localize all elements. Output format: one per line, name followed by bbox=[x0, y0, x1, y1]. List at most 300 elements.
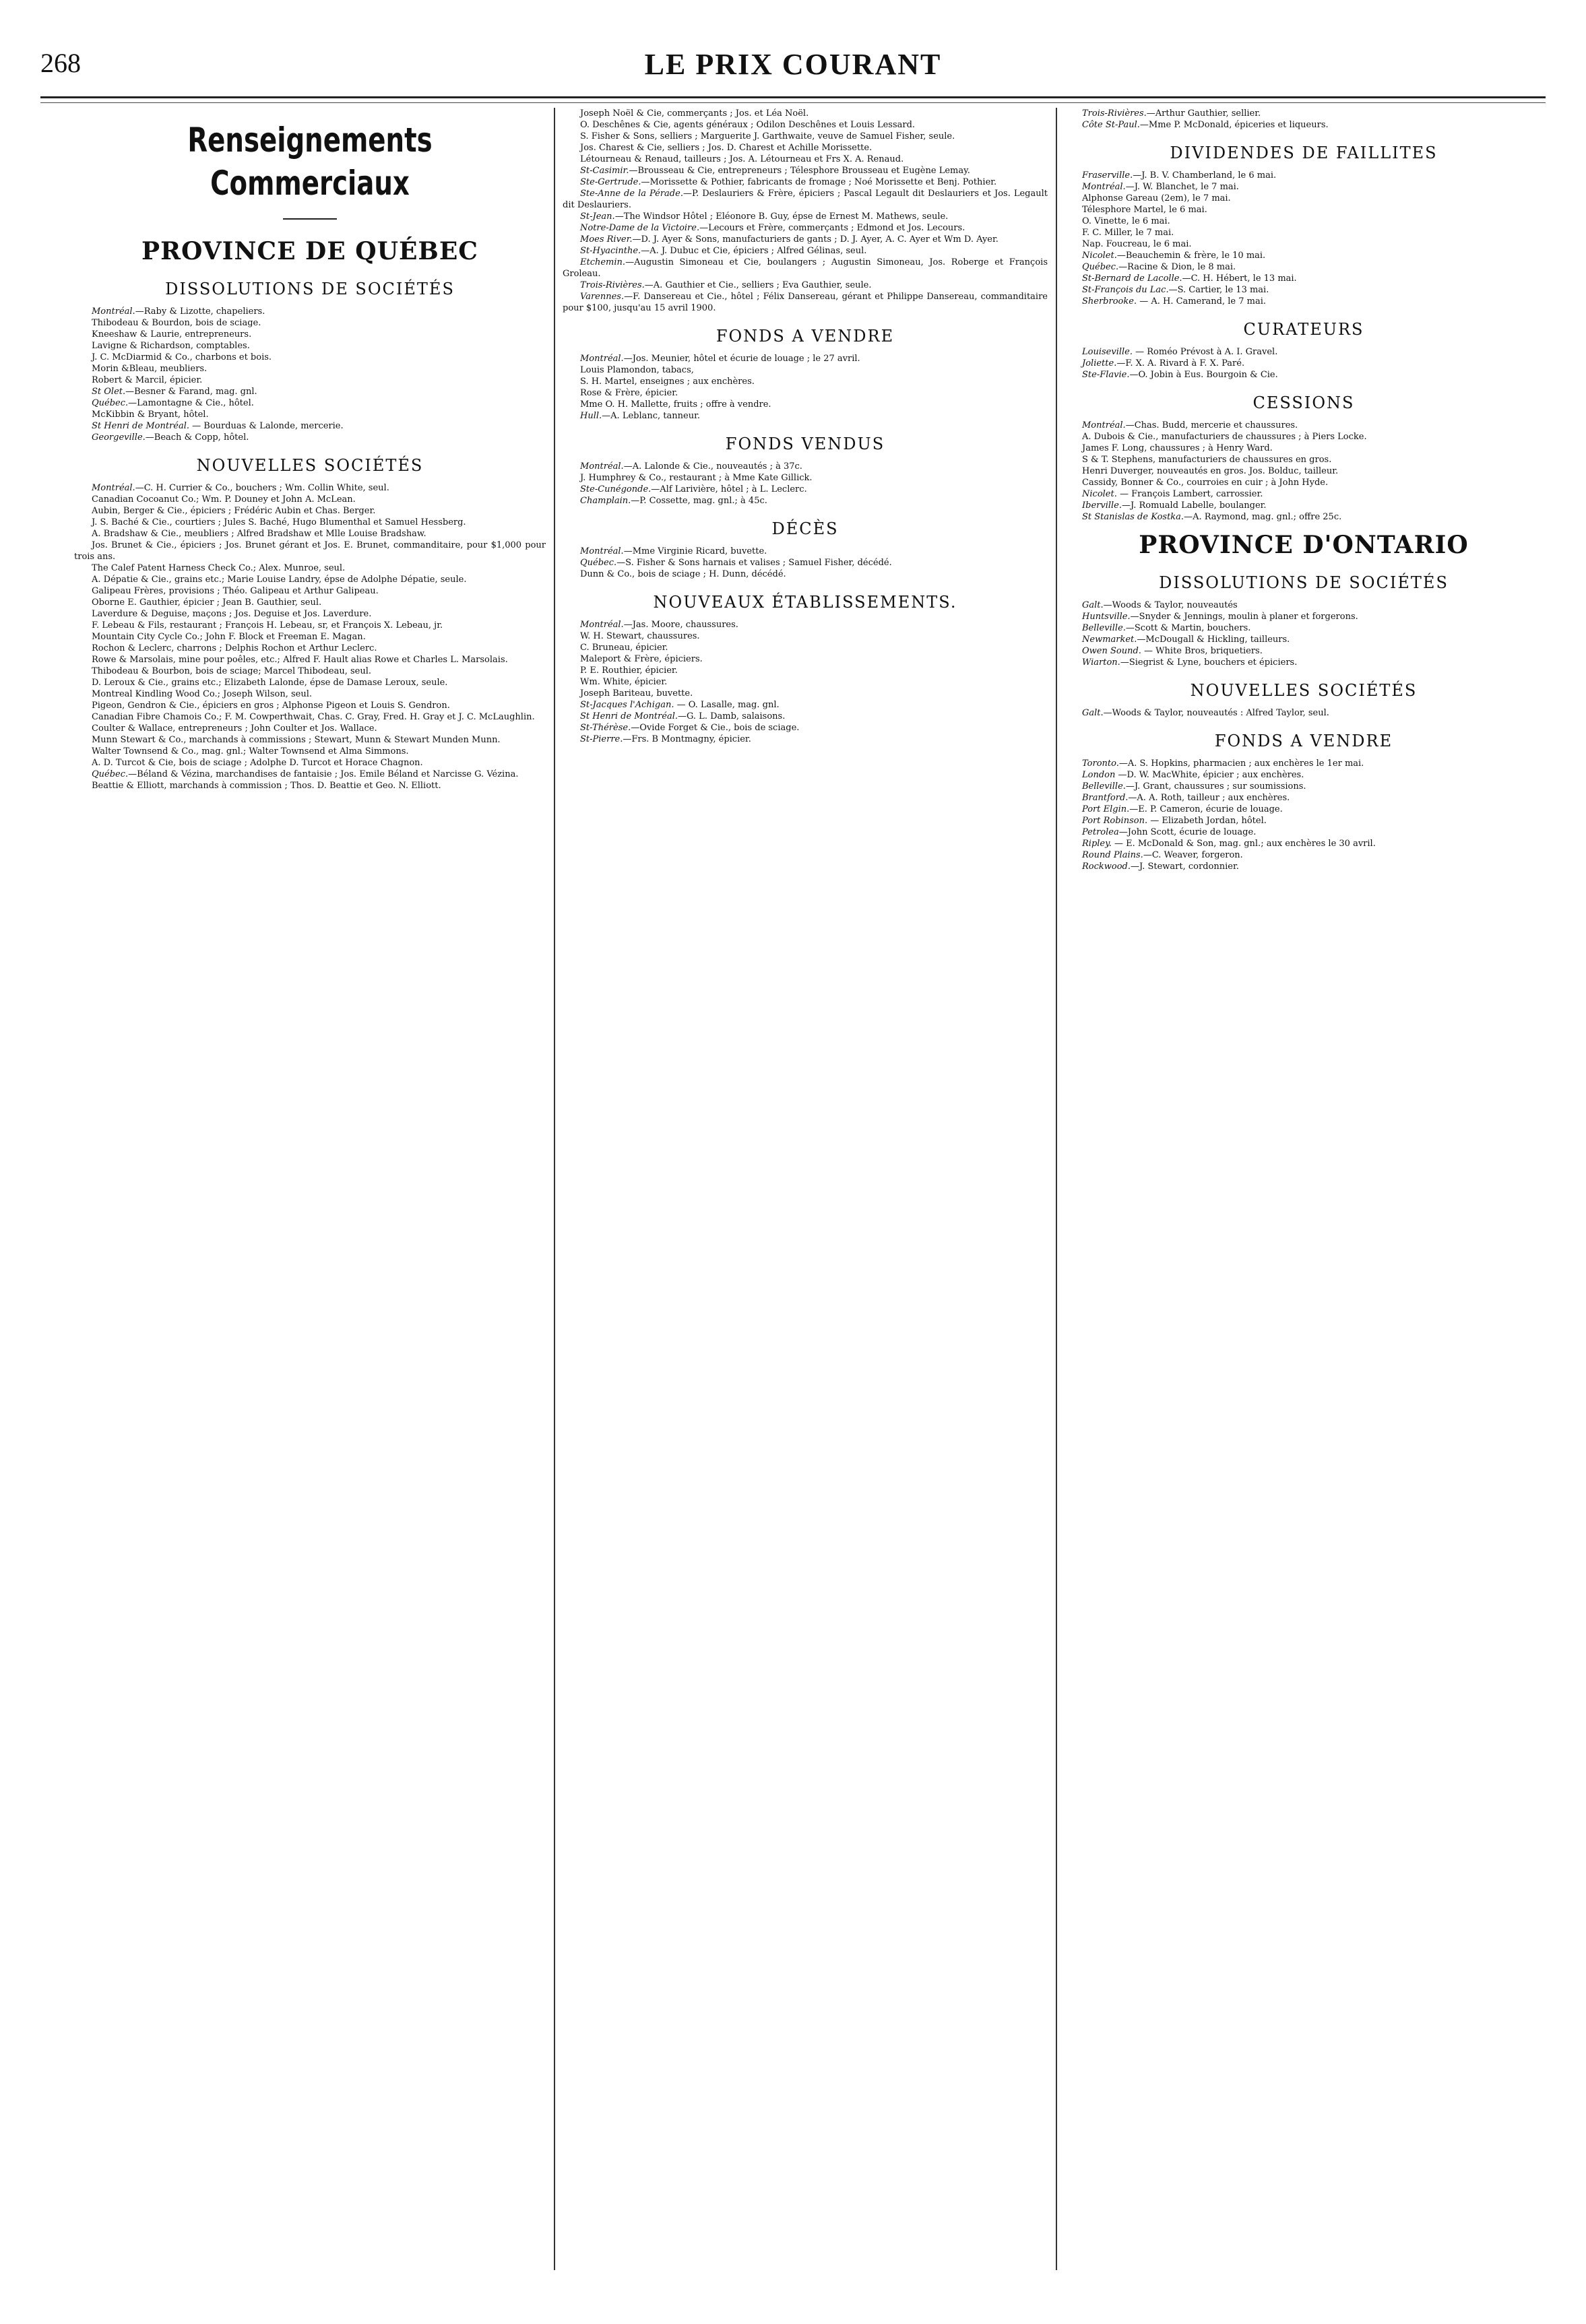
entry-text: O. Deschênes & Cie, agents généraux ; Odilon Deschênes et Louis Lessard. bbox=[580, 120, 916, 130]
entry-text: Morin &Bleau, meubliers. bbox=[92, 364, 208, 374]
entry-text: Galipeau Frères, provisions ; Théo. Galipeau et Arthur Galipeau. bbox=[92, 586, 379, 596]
entry-text: Nap. Foucreau, le 6 mai. bbox=[1082, 239, 1192, 249]
notice-entry bbox=[74, 528, 546, 540]
entry-text: —J. Stewart, cordonnier. bbox=[1131, 862, 1239, 872]
section-heading: DIVIDENDES DE FAILLITES bbox=[1170, 143, 1438, 162]
place-name: Toronto. bbox=[1082, 758, 1119, 769]
notice-entry bbox=[563, 399, 1048, 410]
notice-entry bbox=[74, 505, 546, 517]
notice-entry bbox=[74, 608, 546, 620]
entry-text: —Lecours et Frère, commerçants ; Edmond et Jos. Lecours. bbox=[699, 223, 965, 233]
place-name: Port Elgin. bbox=[1082, 804, 1130, 814]
notice-entry bbox=[74, 723, 546, 734]
entry-text: —C. H. Hébert, le 13 mai. bbox=[1182, 273, 1297, 284]
notice-entry bbox=[1065, 657, 1543, 668]
entry-text: Thibodeau & Bourdon, bois de sciage. bbox=[92, 318, 261, 328]
place-name: Québec. bbox=[580, 558, 617, 568]
province-heading: PROVINCE D'ONTARIO bbox=[1139, 531, 1469, 559]
place-name: Montréal. bbox=[580, 620, 624, 630]
place-name: Montréal. bbox=[580, 354, 624, 364]
section-heading: NOUVELLES SOCIÉTÉS bbox=[196, 456, 424, 475]
entry-text: Alphonse Gareau (2em), le 7 mai. bbox=[1082, 193, 1231, 203]
entry-text: —A. Gauthier et Cie., selliers ; Eva Gauthier, seule. bbox=[644, 280, 872, 290]
notice-entry bbox=[74, 329, 546, 340]
notice-entry bbox=[74, 306, 546, 317]
entry-text: —Jas. Moore, chaussures. bbox=[623, 620, 738, 630]
place-name: Trois-Rivières. bbox=[1082, 108, 1147, 119]
entry-text: Oborne E. Gauthier, épicier ; Jean B. Gauthier, seul. bbox=[92, 598, 322, 608]
entry-text: —A. Leblanc, tanneur. bbox=[602, 411, 701, 421]
notice-entry bbox=[1065, 849, 1543, 861]
entry-text: Joseph Noël & Cie, commerçants ; Jos. et Léa Noël. bbox=[580, 108, 809, 119]
entry-text: —P. Deslauriers & Frère, épiciers ; Pascal Legault dit Deslauriers et Jos. Legault dit Deslauriers. bbox=[563, 189, 1048, 210]
entry-text: —A. A. Roth, tailleur ; aux enchères. bbox=[1128, 793, 1290, 803]
header-rule bbox=[40, 96, 1546, 98]
entry-text: Mountain City Cycle Co.; John F. Block et Freeman E. Magan. bbox=[92, 632, 366, 642]
entry-text: S & T. Stephens, manufacturiers de chaussures en gros. bbox=[1082, 455, 1332, 465]
notice-entry bbox=[74, 574, 546, 585]
entry-text: —Alf Larivière, hôtel ; à L. Leclerc. bbox=[651, 484, 807, 494]
place-name: Round Plains. bbox=[1082, 850, 1143, 860]
notice-entry bbox=[563, 495, 1048, 507]
entry-text: Canadian Fibre Chamois Co.; F. M. Cowperthwait, Chas. C. Gray, Fred. H. Gray et J. C. McLaughlin. bbox=[92, 712, 535, 722]
notice-entry bbox=[1065, 119, 1543, 131]
place-name: Galt. bbox=[1082, 708, 1104, 718]
entry-text: — Bourduas & Lalonde, mercerie. bbox=[189, 421, 344, 431]
notice-entry bbox=[1065, 488, 1543, 500]
notice-entry bbox=[74, 780, 546, 792]
entry-text: —Ovide Forget & Cie., bois de sciage. bbox=[631, 723, 800, 733]
place-name: Belleville. bbox=[1082, 781, 1126, 792]
notice-entry bbox=[563, 245, 1048, 257]
notice-entry bbox=[74, 597, 546, 608]
place-name: Montréal. bbox=[580, 546, 624, 556]
notice-entry bbox=[563, 176, 1048, 188]
notice-entry bbox=[563, 364, 1048, 376]
place-name: Port Robinson. bbox=[1082, 816, 1148, 826]
notice-entry bbox=[1065, 707, 1543, 719]
notice-entry bbox=[563, 665, 1048, 676]
place-name: St-Bernard de Lacolle. bbox=[1082, 273, 1182, 284]
place-name: St-Jacques l'Achigan. bbox=[580, 700, 674, 710]
entry-text: McKibbin & Bryant, hôtel. bbox=[92, 410, 209, 420]
notice-entry bbox=[563, 211, 1048, 222]
notice-entry bbox=[563, 472, 1048, 484]
notice-entry bbox=[74, 769, 546, 780]
notice-entry bbox=[1065, 827, 1543, 838]
notice-entry bbox=[74, 363, 546, 375]
entry-text: Pigeon, Gendron & Cie., épiciers en gros ; Alphonse Pigeon et Louis S. Gendron. bbox=[92, 701, 450, 711]
section-heading: FONDS A VENDRE bbox=[716, 327, 895, 346]
column-divider bbox=[1056, 108, 1057, 2270]
entry-text: Télesphore Martel, le 6 mai. bbox=[1082, 205, 1207, 215]
notice-entry bbox=[74, 386, 546, 397]
entry-text: —J. Grant, chaussures ; sur soumissions. bbox=[1125, 781, 1306, 792]
notice-entry bbox=[74, 700, 546, 711]
entry-text: Robert & Marcil, épicier. bbox=[92, 375, 203, 385]
entry-text: Cassidy, Bonner & Co., courroies en cuir ; à John Hyde. bbox=[1082, 478, 1329, 488]
section-heading: NOUVEAUX ÉTABLISSEMENTS. bbox=[653, 593, 957, 612]
entry-text: —A. Raymond, mag. gnl.; offre 25c. bbox=[1184, 512, 1342, 522]
place-name: Montréal. bbox=[92, 306, 135, 317]
entry-text: —Raby & Lizotte, chapeliers. bbox=[135, 306, 265, 317]
title-rule bbox=[283, 218, 337, 220]
entry-text: Jos. Brunet & Cie., épiciers ; Jos. Brunet gérant et Jos. E. Brunet, commanditaire, pour $1,000 pour trois ans. bbox=[74, 540, 546, 562]
notice-entry bbox=[563, 119, 1048, 131]
place-name: Belleville. bbox=[1082, 623, 1126, 633]
place-name: Petrolea bbox=[1082, 827, 1119, 837]
entry-text: —Racine & Dion, le 8 mai. bbox=[1118, 262, 1236, 272]
place-name: London bbox=[1082, 770, 1116, 780]
entry-text: Henri Duverger, nouveautés en gros. Jos. Bolduc, tailleur. bbox=[1082, 466, 1339, 476]
notice-entry bbox=[1065, 346, 1543, 358]
notice-entry bbox=[74, 677, 546, 688]
page-header bbox=[40, 40, 1546, 94]
entry-text: Munn Stewart & Co., marchands à commissions ; Stewart, Munn & Stewart Munden Munn. bbox=[92, 735, 501, 745]
entry-text: —Jos. Meunier, hôtel et écurie de louage ; le 27 avril. bbox=[623, 354, 860, 364]
entry-text: Maleport & Frère, épiciers. bbox=[580, 654, 703, 664]
entry-text: Laverdure & Deguise, maçons ; Jos. Deguise et Jos. Laverdure. bbox=[92, 609, 372, 619]
place-name: Moes River. bbox=[580, 234, 633, 245]
notice-entry bbox=[563, 234, 1048, 245]
notice-entry bbox=[1065, 238, 1543, 250]
notice-entry bbox=[563, 699, 1048, 711]
notice-entry bbox=[1065, 861, 1543, 872]
entry-text: D. Leroux & Cie., grains etc.; Elizabeth Lalonde, épse de Damase Leroux, seule. bbox=[92, 678, 448, 688]
entry-text: —G. L. Damb, salaisons. bbox=[678, 711, 786, 721]
notice-entry bbox=[74, 734, 546, 746]
section-heading: CURATEURS bbox=[1243, 320, 1364, 339]
notice-entry bbox=[74, 340, 546, 352]
section-heading: FONDS A VENDRE bbox=[1214, 732, 1393, 750]
notice-entry bbox=[1065, 781, 1543, 792]
entry-text: —J. Romuald Labelle, boulanger. bbox=[1122, 501, 1267, 511]
notice-entry bbox=[74, 409, 546, 420]
notice-entry bbox=[563, 280, 1048, 291]
entry-text: —The Windsor Hôtel ; Eléonore B. Guy, épse de Ernest M. Mathews, seule. bbox=[614, 212, 949, 222]
place-name: Wiarton. bbox=[1082, 657, 1120, 668]
place-name: Hull. bbox=[580, 411, 602, 421]
entry-text: W. H. Stewart, chaussures. bbox=[580, 631, 700, 641]
entry-text: Louis Plamondon, tabacs, bbox=[580, 365, 694, 375]
entry-text: —D. J. Ayer & Sons, manufacturiers de gants ; D. J. Ayer, A. C. Ayer et Wm D. Ayer. bbox=[632, 234, 998, 245]
notice-entry bbox=[1065, 600, 1543, 611]
place-name: St Henri de Montréal. bbox=[580, 711, 678, 721]
entry-text: — Roméo Prévost à A. I. Gravel. bbox=[1133, 347, 1278, 357]
entry-text: Lavigne & Richardson, comptables. bbox=[92, 341, 250, 351]
entry-text: James F. Long, chaussures ; à Henry Ward. bbox=[1082, 443, 1273, 453]
place-name: St-Casimir. bbox=[580, 166, 629, 176]
notice-entry bbox=[563, 569, 1048, 580]
notice-entry bbox=[74, 746, 546, 757]
entry-text: —Frs. B Montmagny, épicier. bbox=[623, 734, 751, 744]
entry-text: Beattie & Elliott, marchands à commission ; Thos. D. Beattie et Geo. N. Elliott. bbox=[92, 781, 441, 791]
journal-title: LE PRIX COURANT bbox=[644, 48, 942, 81]
place-name: Ste-Gertrude. bbox=[580, 177, 641, 187]
section-heading: DISSOLUTIONS DE SOCIÉTÉS bbox=[165, 280, 455, 298]
notice-entry bbox=[1065, 358, 1543, 369]
notice-entry bbox=[74, 540, 546, 562]
notice-entry bbox=[1065, 511, 1543, 523]
notice-entry bbox=[1065, 108, 1543, 119]
entry-text: —J. B. V. Chamberland, le 6 mai. bbox=[1133, 170, 1277, 181]
entry-text: —Beauchemin & frère, le 10 mai. bbox=[1116, 251, 1266, 261]
notice-entry bbox=[563, 188, 1048, 211]
notice-entry bbox=[563, 291, 1048, 314]
place-name: Iberville. bbox=[1082, 501, 1122, 511]
entry-text: —Mme P. McDonald, épiceries et liqueurs. bbox=[1139, 120, 1329, 130]
place-name: Québec. bbox=[1082, 262, 1119, 272]
notice-entry bbox=[563, 154, 1048, 165]
entry-text: —Woods & Taylor, nouveautés : Alfred Taylor, seul. bbox=[1103, 708, 1329, 718]
notice-entry bbox=[563, 619, 1048, 631]
notice-entry bbox=[563, 257, 1048, 280]
notice-entry bbox=[563, 387, 1048, 399]
notice-entry bbox=[1065, 769, 1543, 781]
notice-entry bbox=[74, 562, 546, 574]
notice-entry bbox=[74, 375, 546, 386]
notice-entry bbox=[74, 643, 546, 654]
entry-text: —A. J. Dubuc et Cie, épiciers ; Alfred Gélinas, seul. bbox=[641, 246, 867, 256]
section-heading: DISSOLUTIONS DE SOCIÉTÉS bbox=[1159, 573, 1449, 592]
entry-text: —Besner & Farand, mag. gnl. bbox=[125, 387, 257, 397]
entry-text: —A. S. Hopkins, pharmacien ; aux enchères le 1er mai. bbox=[1118, 758, 1364, 769]
entry-text: J. S. Baché & Cie., courtiers ; Jules S. Baché, Hugo Blumenthal et Samuel Hessberg. bbox=[92, 517, 466, 527]
entry-text: —S. Cartier, le 13 mai. bbox=[1168, 285, 1269, 295]
place-name: St-François du Lac. bbox=[1082, 285, 1169, 295]
entry-text: Wm. White, épicier. bbox=[580, 677, 668, 687]
entry-text: —Arthur Gauthier, sellier. bbox=[1146, 108, 1261, 119]
notice-entry bbox=[1065, 193, 1543, 204]
entry-text: J. Humphrey & Co., restaurant ; à Mme Kate Gillick. bbox=[580, 473, 813, 483]
entry-text: —John Scott, écurie de louage. bbox=[1118, 827, 1257, 837]
notice-entry bbox=[1065, 250, 1543, 261]
notice-entry bbox=[74, 757, 546, 769]
notice-entry bbox=[1065, 634, 1543, 645]
entry-text: — O. Lasalle, mag. gnl. bbox=[674, 700, 780, 710]
place-name: Montréal. bbox=[1082, 182, 1126, 192]
place-name: Brantford. bbox=[1082, 793, 1129, 803]
place-name: Montréal. bbox=[580, 461, 624, 472]
place-name: Côte St-Paul. bbox=[1082, 120, 1140, 130]
entry-text: —F. Dansereau et Cie., hôtel ; Félix Dansereau, gérant et Philippe Dansereau, commanditaire pour $100, jusqu'au 15 avril 1900. bbox=[563, 292, 1048, 313]
entry-text: —Snyder & Jennings, moulin à planer et forgerons. bbox=[1130, 612, 1358, 622]
entry-text: — E. McDonald & Son, mag. gnl.; aux enchères le 30 avril. bbox=[1111, 839, 1376, 849]
entry-text: Joseph Bariteau, buvette. bbox=[580, 688, 693, 699]
entry-text: Walter Townsend & Co., mag. gnl.; Walter Townsend et Alma Simmons. bbox=[92, 746, 409, 756]
entry-text: —D. W. MacWhite, épicier ; aux enchères. bbox=[1115, 770, 1304, 780]
place-name: Ste-Anne de la Pérade. bbox=[580, 189, 683, 199]
notice-entry bbox=[1065, 420, 1543, 431]
notice-entry bbox=[74, 432, 546, 443]
notice-entry bbox=[1065, 204, 1543, 216]
notice-entry bbox=[74, 666, 546, 677]
notice-entry bbox=[563, 376, 1048, 387]
entry-text: Kneeshaw & Laurie, entrepreneurs. bbox=[92, 329, 252, 340]
entry-text: —C. Weaver, forgeron. bbox=[1143, 850, 1243, 860]
column-1 bbox=[74, 108, 546, 2290]
notice-entry bbox=[74, 585, 546, 597]
section-heading: NOUVELLES SOCIÉTÉS bbox=[1190, 681, 1418, 700]
section-heading: FONDS VENDUS bbox=[725, 434, 885, 453]
place-name: St-Pierre. bbox=[580, 734, 623, 744]
place-name: Champlain. bbox=[580, 496, 631, 506]
entry-text: Rochon & Leclerc, charrons ; Delphis Rochon et Arthur Leclerc. bbox=[92, 643, 377, 653]
notice-entry bbox=[563, 642, 1048, 653]
notice-entry bbox=[1065, 792, 1543, 804]
notice-entry bbox=[1065, 273, 1543, 284]
notice-entry bbox=[563, 131, 1048, 142]
place-name: St Olet. bbox=[92, 387, 126, 397]
notice-entry bbox=[563, 484, 1048, 495]
entry-text: —E. P. Cameron, écurie de louage. bbox=[1129, 804, 1283, 814]
entry-text: Coulter & Wallace, entrepreneurs ; John Coulter et Jos. Wallace. bbox=[92, 723, 377, 734]
entry-text: — A. H. Camerand, le 7 mai. bbox=[1137, 296, 1267, 306]
entry-text: —Lamontagne & Cie., hôtel. bbox=[128, 398, 254, 408]
entry-text: A. Dépatie & Cie., grains etc.; Marie Louise Landry, épse de Adolphe Dépatie, seule. bbox=[92, 575, 467, 585]
entry-text: F. Lebeau & Fils, restaurant ; François H. Lebeau, sr, et François X. Lebeau, jr. bbox=[92, 620, 443, 631]
place-name: Trois-Rivières. bbox=[580, 280, 645, 290]
place-name: Rockwood. bbox=[1082, 862, 1131, 872]
notice-entry bbox=[1065, 284, 1543, 296]
notice-entry bbox=[1065, 227, 1543, 238]
notice-entry bbox=[1065, 465, 1543, 477]
entry-text: A. Bradshaw & Cie., meubliers ; Alfred Bradshaw et Mlle Louise Bradshaw. bbox=[92, 529, 426, 539]
header-rule-thin bbox=[40, 102, 1546, 103]
section-heading: DÉCÈS bbox=[771, 519, 839, 538]
notice-entry bbox=[563, 222, 1048, 234]
entry-text: A. D. Turcot & Cie, bois de sciage ; Adolphe D. Turcot et Horace Chagnon. bbox=[92, 758, 423, 768]
place-name: Joliette. bbox=[1082, 358, 1117, 368]
notice-entry bbox=[74, 620, 546, 631]
entry-text: C. Bruneau, épicier. bbox=[580, 643, 668, 653]
entry-text: — White Bros, briquetiers. bbox=[1141, 646, 1263, 656]
entry-text: Canadian Cocoanut Co.; Wm. P. Douney et John A. McLean. bbox=[92, 494, 356, 505]
entry-text: A. Dubois & Cie., manufacturiers de chaussures ; à Piers Locke. bbox=[1082, 432, 1367, 442]
notice-entry bbox=[1065, 758, 1543, 769]
notice-entry bbox=[563, 142, 1048, 154]
notice-entry bbox=[1065, 181, 1543, 193]
place-name: Québec. bbox=[92, 398, 129, 408]
notice-entry bbox=[74, 494, 546, 505]
notice-entry bbox=[563, 557, 1048, 569]
notice-entry bbox=[74, 317, 546, 329]
place-name: Etchemin. bbox=[580, 257, 626, 267]
entry-text: —Siegrist & Lyne, bouchers et épiciers. bbox=[1120, 657, 1298, 668]
column-3 bbox=[1065, 108, 1543, 2290]
place-name: Ripley. bbox=[1082, 839, 1112, 849]
column-divider bbox=[554, 108, 555, 2270]
entry-text: —A. Lalonde & Cie., nouveautés ; à 37c. bbox=[623, 461, 802, 472]
entry-text: —Beach & Copp, hôtel. bbox=[145, 432, 249, 443]
place-name: St-Thérèse. bbox=[580, 723, 631, 733]
notice-entry bbox=[74, 397, 546, 409]
notice-entry bbox=[563, 165, 1048, 176]
entry-text: Létourneau & Renaud, tailleurs ; Jos. A. Létourneau et Frs X. A. Renaud. bbox=[580, 154, 904, 164]
notice-entry bbox=[563, 734, 1048, 745]
entry-text: Thibodeau & Bourbon, bois de sciage; Marcel Thibodeau, seul. bbox=[92, 666, 372, 676]
entry-text: Dunn & Co., bois de sciage ; H. Dunn, décédé. bbox=[580, 569, 786, 579]
section-heading: CESSIONS bbox=[1252, 393, 1355, 412]
notice-entry bbox=[74, 517, 546, 528]
entry-text: —McDougall & Hickling, tailleurs. bbox=[1137, 635, 1290, 645]
place-name: Nicolet. bbox=[1082, 251, 1117, 261]
column-2 bbox=[563, 108, 1048, 2290]
entry-text: O. Vinette, le 6 mai. bbox=[1082, 216, 1170, 226]
entry-text: — François Lambert, carrossier. bbox=[1116, 489, 1263, 499]
province-heading: PROVINCE DE QUÉBEC bbox=[141, 237, 478, 265]
notice-entry bbox=[563, 722, 1048, 734]
notice-entry bbox=[74, 482, 546, 494]
entry-text: F. C. Miller, le 7 mai. bbox=[1082, 228, 1174, 238]
entry-text: —Morissette & Pothier, fabricants de fromage ; Noé Morissette et Benj. Pothier. bbox=[641, 177, 997, 187]
place-name: St-Hyacinthe. bbox=[580, 246, 641, 256]
notice-entry bbox=[563, 546, 1048, 557]
notice-entry bbox=[1065, 815, 1543, 827]
notice-entry bbox=[1065, 454, 1543, 465]
entry-text: —Brousseau & Cie, entrepreneurs ; Télesphore Brousseau et Eugène Lemay. bbox=[629, 166, 970, 176]
notice-entry bbox=[563, 353, 1048, 364]
notice-entry bbox=[1065, 645, 1543, 657]
place-name: Galt. bbox=[1082, 600, 1104, 610]
entry-text: S. Fisher & Sons, selliers ; Marguerite J. Garthwaite, veuve de Samuel Fisher, seule. bbox=[580, 131, 955, 141]
place-name: Ste-Flavie. bbox=[1082, 370, 1130, 380]
entry-text: —Augustin Simoneau et Cie, boulangers ; Augustin Simoneau, Jos. Roberge et François Groleau. bbox=[563, 257, 1048, 279]
notice-entry bbox=[1065, 838, 1543, 849]
entry-text: Rose & Frère, épicier. bbox=[580, 388, 678, 398]
notice-entry bbox=[1065, 622, 1543, 634]
entry-text: S. H. Martel, enseignes ; aux enchères. bbox=[580, 377, 755, 387]
notice-entry bbox=[1065, 431, 1543, 443]
entry-text: —Béland & Vézina, marchandises de fantaisie ; Jos. Emile Béland et Narcisse G. Vézina. bbox=[128, 769, 519, 779]
entry-text: —Chas. Budd, mercerie et chaussures. bbox=[1125, 420, 1298, 430]
entry-text: —Scott & Martin, bouchers. bbox=[1125, 623, 1251, 633]
notice-entry bbox=[1065, 261, 1543, 273]
entry-text: J. C. McDiarmid & Co., charbons et bois. bbox=[92, 352, 272, 362]
place-name: Ste-Cunégonde. bbox=[580, 484, 652, 494]
entry-text: Aubin, Berger & Cie., épiciers ; Frédéric Aubin et Chas. Berger. bbox=[92, 506, 376, 516]
place-name: Louiseville. bbox=[1082, 347, 1133, 357]
entry-text: —Mme Virginie Ricard, buvette. bbox=[623, 546, 767, 556]
place-name: Fraserville. bbox=[1082, 170, 1133, 181]
notice-entry bbox=[563, 676, 1048, 688]
entry-text: —P. Cossette, mag. gnl.; à 45c. bbox=[631, 496, 767, 506]
notice-entry bbox=[1065, 296, 1543, 307]
notice-entry bbox=[563, 108, 1048, 119]
notice-entry bbox=[74, 711, 546, 723]
place-name: St Henri de Montréal. bbox=[92, 421, 189, 431]
notice-entry bbox=[563, 688, 1048, 699]
place-name: Montréal. bbox=[1082, 420, 1126, 430]
page-number: 268 bbox=[40, 48, 81, 78]
place-name: Owen Sound. bbox=[1082, 646, 1141, 656]
notice-entry bbox=[563, 653, 1048, 665]
notice-entry bbox=[1065, 804, 1543, 815]
notice-entry bbox=[1065, 443, 1543, 454]
notice-entry bbox=[1065, 170, 1543, 181]
notice-entry bbox=[74, 352, 546, 363]
notice-entry bbox=[1065, 477, 1543, 488]
notice-entry bbox=[1065, 611, 1543, 622]
entry-text: Mme O. H. Mallette, fruits ; offre à vendre. bbox=[580, 399, 771, 410]
entry-text: —O. Jobin à Eus. Bourgoin & Cie. bbox=[1129, 370, 1278, 380]
notice-entry bbox=[563, 410, 1048, 422]
place-name: Montréal. bbox=[92, 483, 135, 493]
notice-entry bbox=[1065, 369, 1543, 381]
notice-entry bbox=[74, 688, 546, 700]
entry-text: —F. X. A. Rivard à F. X. Paré. bbox=[1116, 358, 1245, 368]
entry-text: —S. Fisher & Sons harnais et valises ; Samuel Fisher, décédé. bbox=[616, 558, 892, 568]
